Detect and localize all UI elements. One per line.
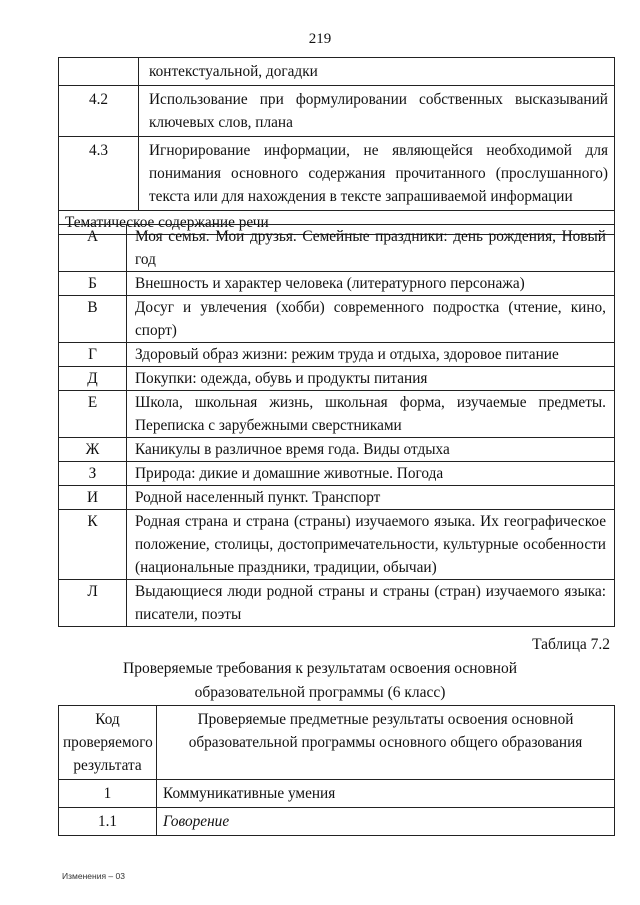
result-text: Коммуникативные умения xyxy=(157,780,615,808)
theme-text: Выдающиеся люди родной страны и страны (стран) изучаемого языка: писатели, поэты xyxy=(127,580,615,627)
table-row xyxy=(59,808,615,836)
theme-code: З xyxy=(59,462,127,486)
table-title-line1: Проверяемые требования к результатам освоения основной xyxy=(123,660,517,677)
theme-code: А xyxy=(59,225,127,272)
table-row xyxy=(59,58,615,86)
row-text: Игнорирование информации, не являющейся необходимой для понимания основного содержания прочитанного (прослушанного) текста или для нахождения в тексте запрашиваемой информации xyxy=(139,137,615,211)
row-code: 4.3 xyxy=(59,137,139,211)
table-row xyxy=(59,343,615,367)
result-code: 1 xyxy=(59,780,157,808)
table-row xyxy=(59,438,615,462)
theme-code: К xyxy=(59,510,127,580)
table-row xyxy=(59,272,615,296)
theme-code: В xyxy=(59,296,127,343)
result-text: Говорение xyxy=(157,808,615,836)
theme-code: Д xyxy=(59,367,127,391)
table-header-row xyxy=(59,706,615,780)
table-row xyxy=(59,391,615,438)
theme-text: Родной населенный пункт. Транспорт xyxy=(127,486,615,510)
table-row xyxy=(59,367,615,391)
table-title-line2: образовательной программы (6 класс) xyxy=(194,684,446,701)
theme-text: Моя семья. Мои друзья. Семейные праздники: день рождения, Новый год xyxy=(127,225,615,272)
table-row xyxy=(59,510,615,580)
row-code: 4.2 xyxy=(59,86,139,137)
theme-text: Родная страна и страна (страны) изучаемого языка. Их географическое положение, столицы, достопримечательности, культурные особенности (национальные праздники, традиции, обычаи) xyxy=(127,510,615,580)
thematic-heading: Тематическое содержание речи xyxy=(59,211,615,235)
requirements-table-7-2 xyxy=(58,705,615,836)
theme-code: Л xyxy=(59,580,127,627)
theme-code: Б xyxy=(59,272,127,296)
row-text: контекстуальной, догадки xyxy=(139,58,615,86)
theme-text: Школа, школьная жизнь, школьная форма, изучаемые предметы. Переписка с зарубежными сверстниками xyxy=(127,391,615,438)
table-row xyxy=(59,225,615,272)
theme-code: Г xyxy=(59,343,127,367)
table-label: Таблица 7.2 xyxy=(532,636,610,653)
theme-text: Каникулы в различное время года. Виды отдыха xyxy=(127,438,615,462)
table-row xyxy=(59,780,615,808)
theme-code: И xyxy=(59,486,127,510)
page-number: 219 xyxy=(308,31,332,47)
theme-text: Покупки: одежда, обувь и продукты питания xyxy=(127,367,615,391)
theme-text: Природа: дикие и домашние животные. Погода xyxy=(127,462,615,486)
result-code: 1.1 xyxy=(59,808,157,836)
theme-text: Внешность и характер человека (литературного персонажа) xyxy=(127,272,615,296)
table-row xyxy=(59,462,615,486)
header-results-column: Проверяемые предметные результаты освоения основной образовательной программы основного общего образования xyxy=(157,706,615,780)
theme-text: Здоровый образ жизни: режим труда и отдыха, здоровое питание xyxy=(127,343,615,367)
row-text: Использование при формулировании собственных высказываний ключевых слов, плана xyxy=(139,86,615,137)
table-row xyxy=(59,86,615,137)
row-code xyxy=(59,58,139,86)
table-row xyxy=(59,137,615,211)
continued-requirements-table xyxy=(58,57,615,235)
thematic-content-table xyxy=(58,224,615,627)
header-code-column: Код проверяемого результата xyxy=(59,706,157,780)
table-row xyxy=(59,580,615,627)
table-row xyxy=(59,486,615,510)
theme-code: Е xyxy=(59,391,127,438)
table-row xyxy=(59,296,615,343)
theme-text: Досуг и увлечения (хобби) современного подростка (чтение, кино, спорт) xyxy=(127,296,615,343)
theme-code: Ж xyxy=(59,438,127,462)
page-footer: Изменения – 03 xyxy=(62,871,125,881)
